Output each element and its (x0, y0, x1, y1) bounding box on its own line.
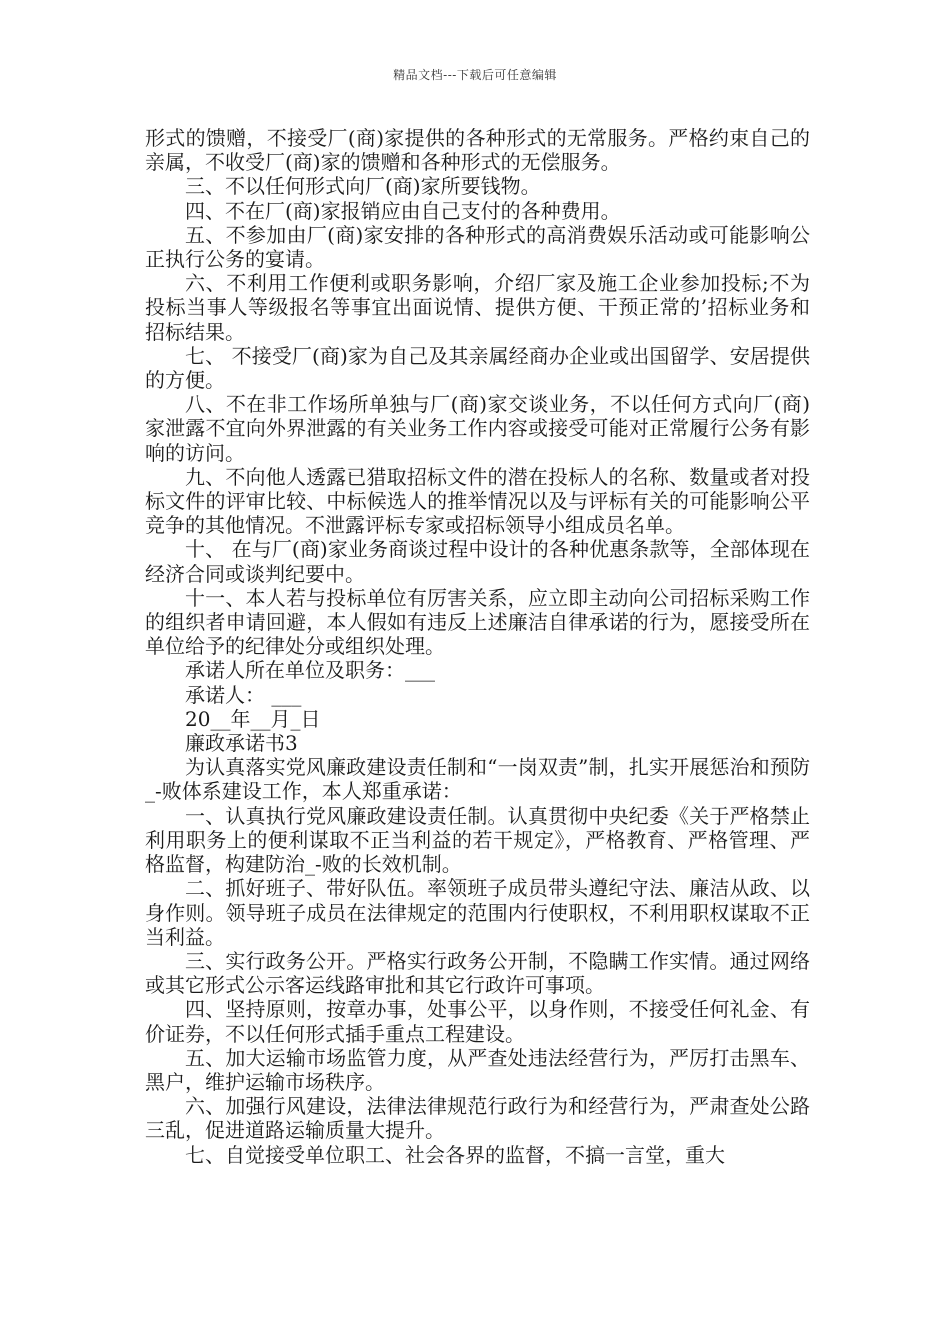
paragraph: 五、不参加由厂(商)家安排的各种形式的高消费娱乐活动或可能影响公正执行公务的宴请。 (145, 222, 810, 272)
paragraph: 承诺人所在单位及职务：___ (185, 658, 435, 683)
paragraph: 廉政承诺书3 (185, 731, 298, 756)
paragraph: 七、自觉接受单位职工、社会各界的监督，不搞一言堂，重大 (185, 1142, 725, 1167)
paragraph: 四、坚持原则，按章办事，处事公平，以身作则，不接受任何礼金、有价证券，不以任何形式插手重点工程建设。 (145, 997, 810, 1046)
paragraph: 为认真落实党风廉政建设责任制和“一岗双责”制，扎实开展惩治和预防_-败体系建设工作，本人郑重承诺： (145, 755, 810, 804)
paragraph: 形式的馈赠，不接受厂(商)家提供的各种形式的无常服务。严格约束自己的亲属，不收受厂(商)家的馈赠和各种形式的无偿服务。 (145, 126, 810, 175)
paragraph: 十、 在与厂(商)家业务商谈过程中设计的各种优惠条款等，全部体现在经济合同或谈判纪要中。 (145, 537, 810, 586)
paragraph: 七、 不接受厂(商)家为自己及其亲属经商办企业或出国留学、安居提供的方便。 (145, 343, 810, 393)
paragraph: 一、认真执行党风廉政建设责任制。认真贯彻中央纪委《关于严格禁止利用职务上的便利谋取不正当利益的若干规定》，严格教育、严格管理、严格监督，构建防治_-败的长效机制。 (145, 803, 810, 877)
document-body (145, 126, 810, 1167)
paragraph: 二、抓好班子、带好队伍。率领班子成员带头遵纪守法、廉洁从政、以身作则。领导班子成员在法律规定的范围内行使职权，不利用职权谋取不正当利益。 (145, 876, 810, 949)
paragraph: 20__年__月_日 (185, 706, 321, 731)
paragraph: 三、不以任何形式向厂(商)家所要钱物。 (185, 174, 541, 199)
page-header: 精品文档---下载后可任意编辑 (393, 68, 557, 82)
paragraph: 四、不在厂(商)家报销应由自己支付的各种费用。 (185, 198, 621, 223)
paragraph: 八、不在非工作场所单独与厂(商)家交谈业务，不以任何方式向厂(商)家泄露不宜向外界泄露的有关业务工作内容或接受可能对正常履行公务有影响的访问。 (145, 392, 810, 465)
paragraph: 五、加大运输市场监管力度，从严查处违法经营行为，严厉打击黑车、黑户，维护运输市场秩序。 (145, 1045, 810, 1094)
paragraph: 承诺人： ___ (185, 682, 302, 707)
paragraph: 六、加强行风建设，法律法律规范行政行为和经营行为，严肃查处公路三乱，促进道路运输质量大提升。 (145, 1094, 810, 1143)
paragraph: 六、不利用工作便利或职务影响，介绍厂家及施工企业参加投标;不为投标当事人等级报名等事宜出面说情、提供方便、干预正常的’招标业务和招标结果。 (145, 271, 810, 344)
paragraph: 三、实行政务公开。严格实行政务公开制，不隐瞒工作实情。通过网络或其它形式公示客运线路审批和其它行政许可事项。 (145, 948, 810, 998)
paragraph: 十一、本人若与投标单位有厉害关系，应立即主动向公司招标采购工作的组织者申请回避，本人假如有违反上述廉洁自律承诺的行为，愿接受所在单位给予的纪律处分或组织处理。 (145, 585, 810, 659)
paragraph: 九、不向他人透露已猎取招标文件的潜在投标人的名称、数量或者对投标文件的评审比较、中标候选人的推举情况以及与评标有关的可能影响公平竞争的其他情况。不泄露评标专家或招标领导小组成员名单。 (145, 464, 810, 538)
